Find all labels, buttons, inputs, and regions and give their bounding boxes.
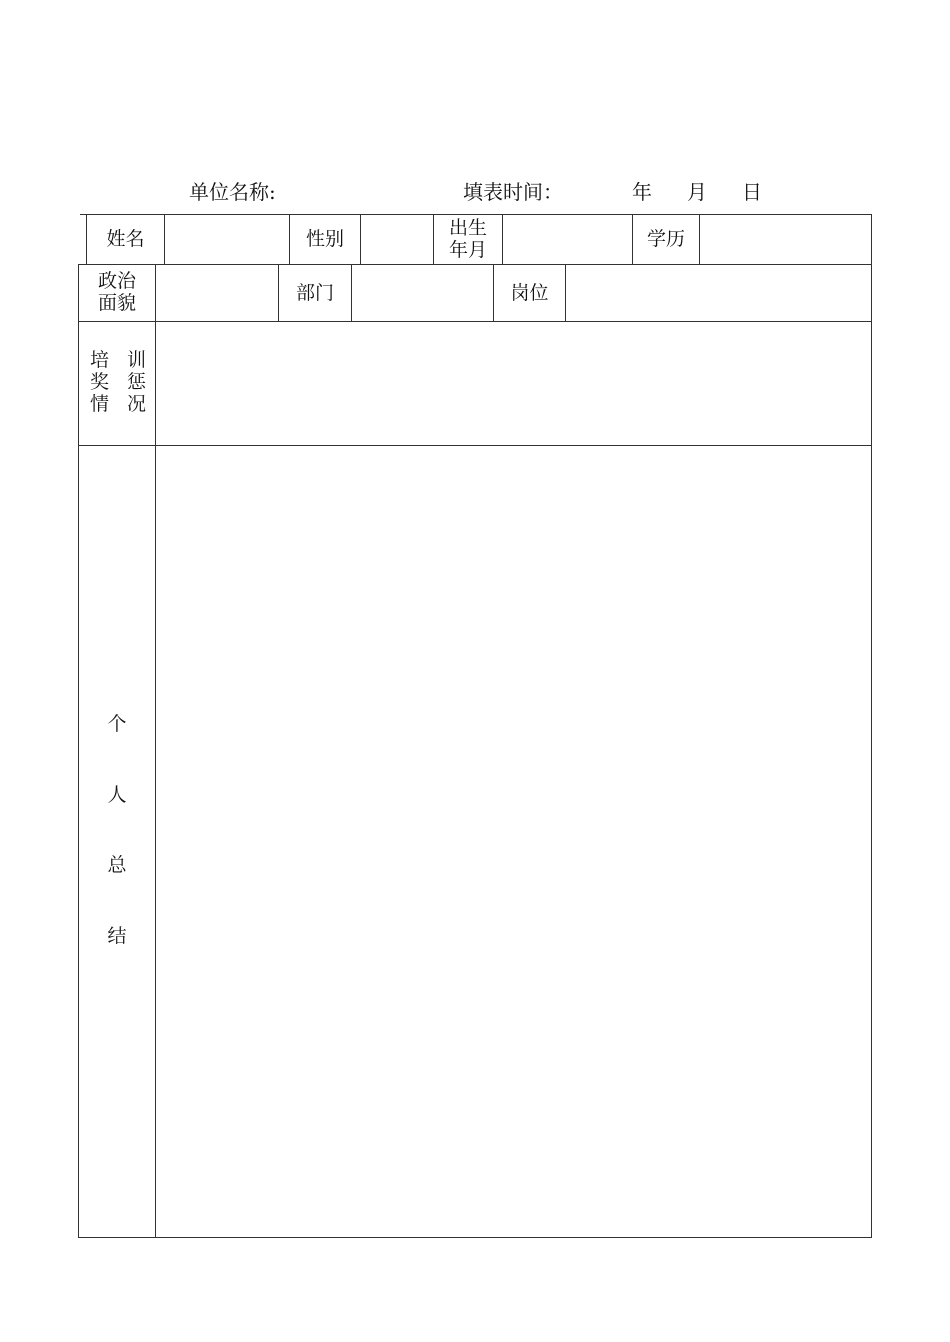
birth-label-line1: 出生 — [448, 217, 487, 239]
training-rewards-label: 培 训 奖 惩 情 况 — [90, 349, 146, 415]
department-label: 部门 — [295, 282, 334, 304]
name-label: 姓名 — [106, 228, 145, 250]
summary-char-4: 结 — [107, 925, 127, 947]
table-left-border — [78, 264, 79, 1238]
name-field[interactable] — [165, 215, 289, 264]
gender-label: 性别 — [305, 228, 344, 250]
unit-name-label: 单位名称: — [189, 180, 276, 204]
department-field[interactable] — [352, 265, 493, 321]
day-label: 日 — [742, 180, 762, 204]
post-field[interactable] — [566, 265, 871, 321]
summary-char-3: 总 — [107, 854, 127, 876]
political-label-line2: 面貌 — [97, 292, 136, 314]
political-label-line1: 政治 — [97, 270, 136, 292]
education-field[interactable] — [700, 215, 871, 264]
personal-summary-field[interactable] — [156, 446, 871, 1237]
post-label: 岗位 — [510, 282, 549, 304]
table-bottom-border — [78, 1237, 872, 1238]
birth-date-field[interactable] — [503, 215, 632, 264]
education-label: 学历 — [646, 228, 685, 250]
table-right-border — [871, 264, 872, 1238]
summary-char-2: 人 — [107, 784, 127, 806]
political-status-field[interactable] — [156, 265, 278, 321]
month-label: 月 — [687, 180, 707, 204]
year-label: 年 — [632, 180, 652, 204]
gender-field[interactable] — [361, 215, 433, 264]
training-rewards-field[interactable] — [156, 322, 871, 445]
summary-char-1: 个 — [107, 713, 127, 735]
row1-right-border — [871, 214, 872, 264]
birth-label-line2: 年月 — [448, 239, 487, 261]
fill-date-label: 填表时间： — [463, 180, 563, 204]
